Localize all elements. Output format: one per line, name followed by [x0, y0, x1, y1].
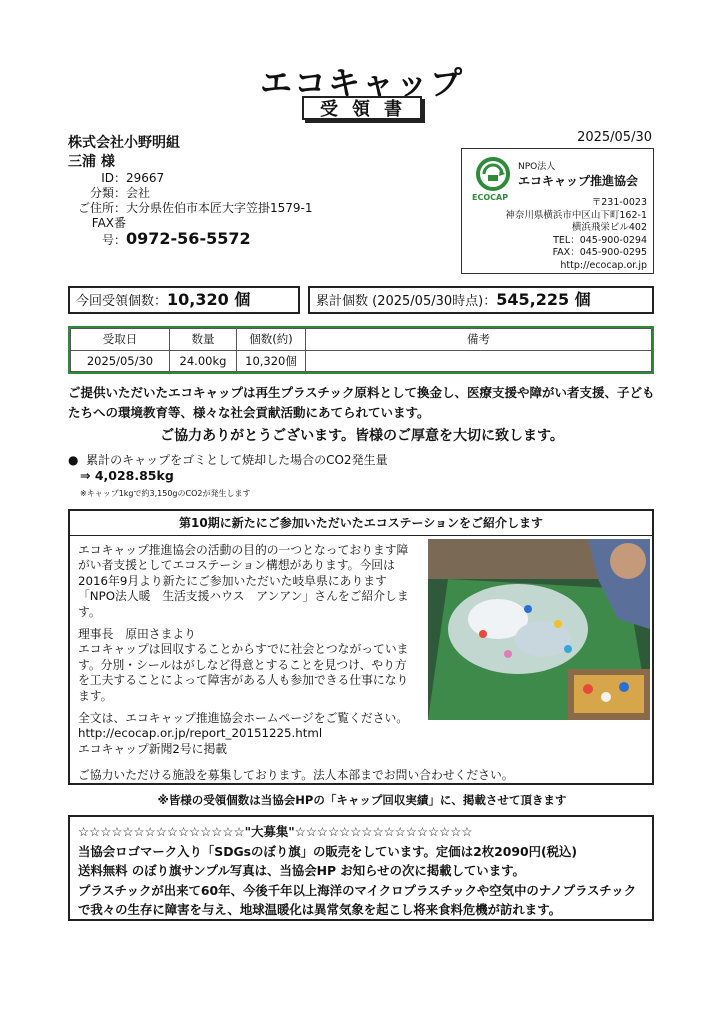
eco-station-section: [68, 509, 654, 785]
co2-bullet: ● 累計のキャップをゴミとして焼却した場合のCO2発生量: [68, 453, 388, 467]
table-cell: 2025/05/30: [71, 350, 170, 372]
document-subtitle: 受領書: [302, 96, 422, 120]
recipient-person: 三浦 様: [68, 154, 115, 170]
org-name: エコキャップ推進協会: [518, 174, 639, 188]
bullet-icon: ●: [68, 453, 87, 467]
total-count-box: 累計個数 (2025/05/30時点)：545,225 個: [308, 286, 654, 314]
table-header: 数量: [170, 329, 237, 351]
station-news: エコキャップ新聞2号に掲載: [78, 741, 228, 756]
bottle-cap-sorting-photo: [428, 539, 650, 720]
recruit-title: ☆☆☆☆☆☆☆☆☆☆☆☆☆☆☆"大募集"☆☆☆☆☆☆☆☆☆☆☆☆☆☆☆☆: [78, 824, 473, 839]
page-title: エコキャップ: [259, 64, 464, 102]
station-para: 全文は、エコキャップ推進協会ホームページをご覧ください。: [78, 711, 409, 726]
recruit-line: プラスチックが出来て60年、今後千年以上海洋のマイクロプラスチックや空気中のナノプラスチックで我々の生存に障害を与え、地球温暖化は異常気象を起こし将来食料危機が訪れます。: [78, 882, 637, 917]
station-para: エコキャップは回収することからすでに社会とつながっています。分別・シールはがしなど得意とすることを見つけ、やり方を工夫することによって障害がある人も参加できる仕事になります。: [78, 642, 409, 703]
table-row: [71, 350, 652, 372]
table-cell: 10,320個: [237, 350, 306, 372]
station-link[interactable]: http://ecocap.or.jp/report_20151225.html: [78, 726, 323, 741]
thanks-text: ご協力ありがとうございます。皆様のご厚意を大切に致します。: [160, 428, 564, 444]
logo-text: ECOCAP: [472, 193, 509, 202]
table-cell: [306, 350, 652, 372]
station-footer: ご協力いただける施設を募集しております。法人本部までお問い合わせください。: [78, 768, 514, 782]
table-header: 備考: [306, 329, 652, 351]
table-header: 個数(約): [237, 329, 306, 351]
recipient-company: 株式会社小野明組: [68, 135, 180, 151]
recipient-id: ID：29667: [101, 171, 165, 185]
recipient-address: ご住所：大分県佐伯市本匠大字笠掛1579-1: [77, 201, 313, 215]
organization-box: [461, 148, 654, 274]
description-text: ご提供いただいたエコキャップは再生プラスチック原料として換金し、医療支援や障がい者支援、子どもたちへの環境教育等、様々な社会貢献活動にあてられています。: [68, 385, 655, 420]
recipient-category: 分類：会社: [89, 186, 151, 200]
co2-note: ※キャップ1kgで約3,150gのCO2が発生します: [80, 489, 251, 498]
station-para-title: 理事長 原田さまより: [78, 627, 196, 642]
current-count-box: 今回受領個数：10,320 個: [68, 286, 300, 314]
station-body: [78, 543, 418, 757]
recruit-line: 当協会ロゴマーク入り「SDGsのぼり旗」の販売をしています。定価は2枚2090円(税込): [78, 843, 578, 859]
receipt-table: [68, 326, 654, 374]
station-para: エコキャップ推進協会の活動の目的の一つとなっております障がい者支援としてエコステーション構想があります。今回は2016年9月より新たにご参加いただいた岐阜県にあります「NPO法人暖 生活支援ハウス アンアン」さんをご紹介します。: [78, 543, 409, 619]
table-header: 受取日: [71, 329, 170, 351]
org-address: 〒231-0023 神奈川県横浜市中区山下町162-1 横浜飛栄ビル402 TEL：045-900-0294 FAX：045-900-0295 http://ecocap.or.jp: [505, 197, 647, 271]
issue-date: 2025/05/30: [577, 130, 652, 145]
org-type: NPO法人: [518, 162, 556, 172]
co2-value: ⇒ 4,028.85kg: [80, 468, 174, 483]
station-heading: 第10期に新たにご参加いただいたエコステーションをご紹介します: [70, 511, 652, 536]
ecocap-logo-icon: [476, 157, 510, 191]
recruit-line: 送料無料 のぼり旗サンプル写真は、当協会HP お知らせの次に掲載しています。: [78, 863, 525, 878]
table-header-row: [71, 329, 652, 351]
recruit-box: [68, 815, 654, 921]
table-cell: 24.00kg: [170, 350, 237, 372]
results-note: ※皆様の受領個数は当協会HPの「キャップ回収実績」に、掲載させて頂きます: [157, 793, 567, 807]
recipient-fax: FAX番号：0972-56-5572: [91, 216, 251, 248]
